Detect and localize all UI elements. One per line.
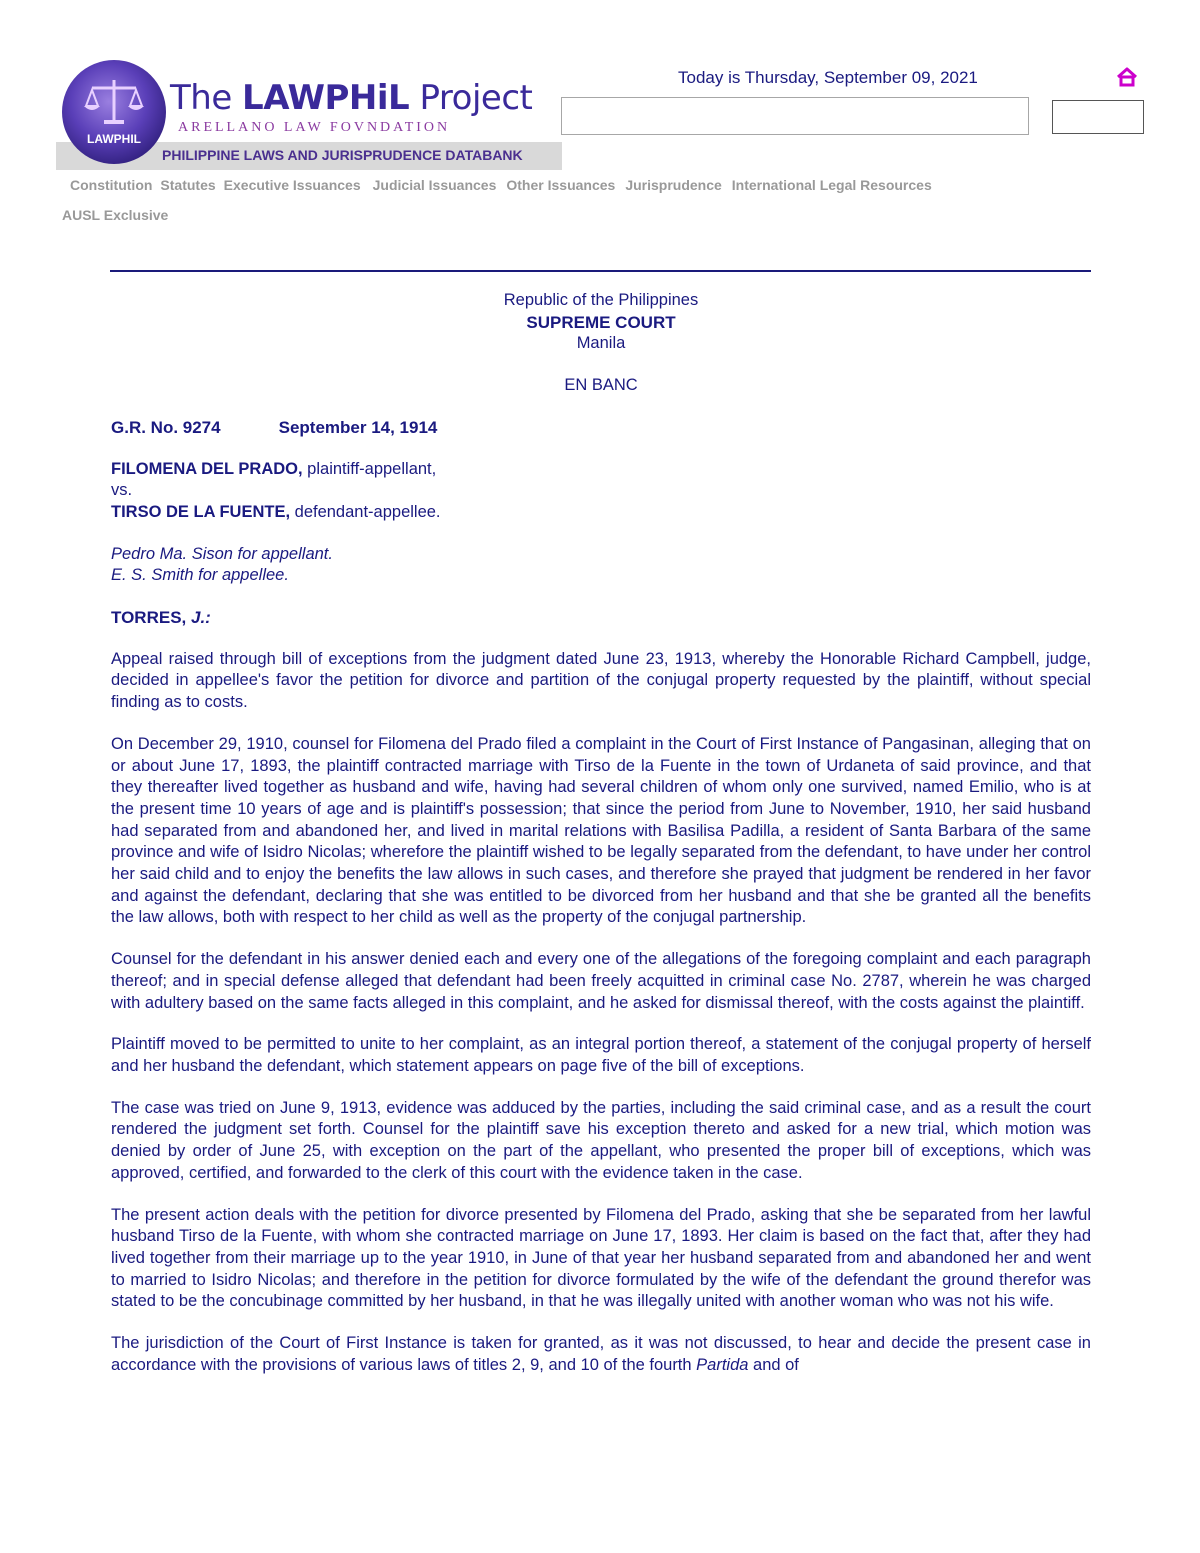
counsel-appellee: E. S. Smith for appellee. bbox=[111, 566, 289, 585]
header-divider bbox=[110, 270, 1091, 272]
division: EN BANC bbox=[564, 376, 638, 395]
nav-ausl-exclusive[interactable]: AUSL Exclusive bbox=[62, 207, 169, 223]
paragraph: Counsel for the defendant in his answer denied each and every one of the allegations of the foregoing complaint and each paragraph thereof; and in special defense alleged that defendant had been freely acquitted in criminal case No. 2787, wherein he was charged with adultery based on the same facts alleged in this complaint, and he asked for dismissal thereof, with the costs against the plaintiff. bbox=[111, 950, 1091, 1012]
decision-date: September 14, 1914 bbox=[278, 417, 438, 437]
nav-other-issuances[interactable]: Other Issuances bbox=[506, 177, 616, 193]
ponente: TORRES, J.: bbox=[111, 608, 211, 628]
plaintiff-name: FILOMENA DEL PRADO, bbox=[111, 459, 303, 478]
search-input[interactable] bbox=[561, 97, 1029, 135]
paragraph: On December 29, 1910, counsel for Filomena del Prado filed a complaint in the Court of First Instance of Pangasinan, alleging that on or about June 17, 1893, the plaintiff contracted marriage with Tirso de la Fuente in the town of Urdaneta of said province, and that they thereafter lived together as husband and wife, having had several children of whom only one survived, named Emilio, who is at the present time 10 years of age and is plaintiff's possession; that since the period from June to November, 1910, her said husband had separated from and abandoned her, and lived in marital relations with Basilisa Padilla, a resident of Santa Barbara of the same province and wife of Isidro Nicolas; wherefore the plaintiff wished to be legally separated from the defendant, to have under her control her said child and to enjoy the benefits the law allows in such cases, and therefore she prayed that judgment be rendered in her favor and against the defendant, declaring that she was entitled to be divorced from her husband and that she be granted all the benefits the law allows, both with respect to her child as well as the property of the conjugal partnership. bbox=[111, 734, 1091, 927]
court-name: SUPREME COURT bbox=[526, 312, 676, 332]
gr-number: G.R. No. 9274 bbox=[111, 417, 221, 437]
nav-executive-issuances[interactable]: Executive Issuances bbox=[223, 177, 361, 193]
nav-row-2 bbox=[62, 206, 176, 236]
paragraph: Appeal raised through bill of exceptions from the judgment dated June 23, 1913, whereby the Honorable Richard Campbell, judge, decided in appellee's favor the petition for divorce and partition of the conjugal property requested by the plaintiff, without special finding as to costs. bbox=[111, 649, 1091, 712]
counsel-appellant: Pedro Ma. Sison for appellant. bbox=[111, 544, 333, 563]
defendant-role: defendant-appellee. bbox=[290, 502, 441, 521]
logo-band-text: PHILIPPINE LAWS AND JURISPRUDENCE DATABANK bbox=[162, 147, 523, 163]
lawphil-logo[interactable] bbox=[56, 60, 562, 170]
court-city: Manila bbox=[576, 334, 626, 353]
nav-international-legal-resources[interactable]: International Legal Resources bbox=[731, 177, 932, 193]
lawphil-seal bbox=[62, 60, 166, 164]
republic-line: Republic of the Philippines bbox=[503, 291, 699, 309]
main-nav bbox=[62, 176, 1142, 206]
nav-statutes[interactable]: Statutes bbox=[160, 177, 216, 193]
nav-constitution[interactable]: Constitution bbox=[70, 177, 153, 193]
plaintiff-line bbox=[111, 459, 1091, 481]
nav-jurisprudence[interactable]: Jurisprudence bbox=[625, 177, 722, 193]
today-date: Today is Thursday, September 09, 2021 bbox=[678, 68, 978, 87]
decision-document bbox=[111, 290, 1091, 1376]
defendant-line bbox=[111, 502, 1091, 524]
nav-judicial-issuances[interactable]: Judicial Issuances bbox=[372, 177, 497, 193]
defendant-name: TIRSO DE LA FUENTE, bbox=[111, 502, 291, 521]
case-header bbox=[111, 417, 1091, 439]
logo-title: The LAWPHiL Project bbox=[170, 78, 533, 118]
scales-icon bbox=[82, 74, 146, 130]
paragraph: The present action deals with the petition for divorce presented by Filomena del Prado, asking that she be separated from her lawful husband Tirso de la Fuente, with whom she contracted marriage on June 17, 1893. Her claim is based on the fact that, after they had lived together from their marriage up to the year 1910, in June of that year her husband separated from and abandoned her and went to married to Isidro Nicolas; and therefore in the petition for divorce formulated by the wife of the defendant the ground therefor was stated to be the concubinage committed by her husband, in that he was illegally united with another woman who was not his wife. bbox=[111, 1205, 1091, 1311]
plaintiff-role: plaintiff-appellant, bbox=[302, 459, 437, 478]
paragraph-last: The jurisdiction of the Court of First Instance is taken for granted, as it was not discussed, to hear and decide the present case in accordance with the provisions of various laws of titles 2, 9, and 10 of the fourth Partida and of bbox=[111, 1334, 1091, 1374]
home-icon[interactable] bbox=[1116, 66, 1138, 88]
site-header bbox=[0, 0, 1200, 240]
search-button[interactable] bbox=[1052, 100, 1144, 134]
seal-text: LAWPHIL bbox=[87, 132, 141, 146]
paragraph: Plaintiff moved to be permitted to unite to her complaint, as an integral portion thereof, a statement of the conjugal property of herself and her husband the defendant, which statement appears on page five of the bill of exceptions. bbox=[111, 1035, 1091, 1075]
counsel bbox=[111, 544, 1091, 587]
parties bbox=[111, 459, 1091, 524]
versus: vs. bbox=[111, 481, 133, 500]
paragraph: The case was tried on June 9, 1913, evidence was adduced by the parties, including the said criminal case, and as a result the court rendered the judgment set forth. Counsel for the plaintiff save his exception thereto and asked for a new trial, which motion was denied by order of June 25, with exception on the part of the appellant, who presented the proper bill of exceptions, which was approved, certified, and forwarded to the clerk of this court with the evidence taken in the case. bbox=[111, 1098, 1091, 1182]
logo-subtitle: ARELLANO LAW FOVNDATION bbox=[178, 120, 451, 135]
